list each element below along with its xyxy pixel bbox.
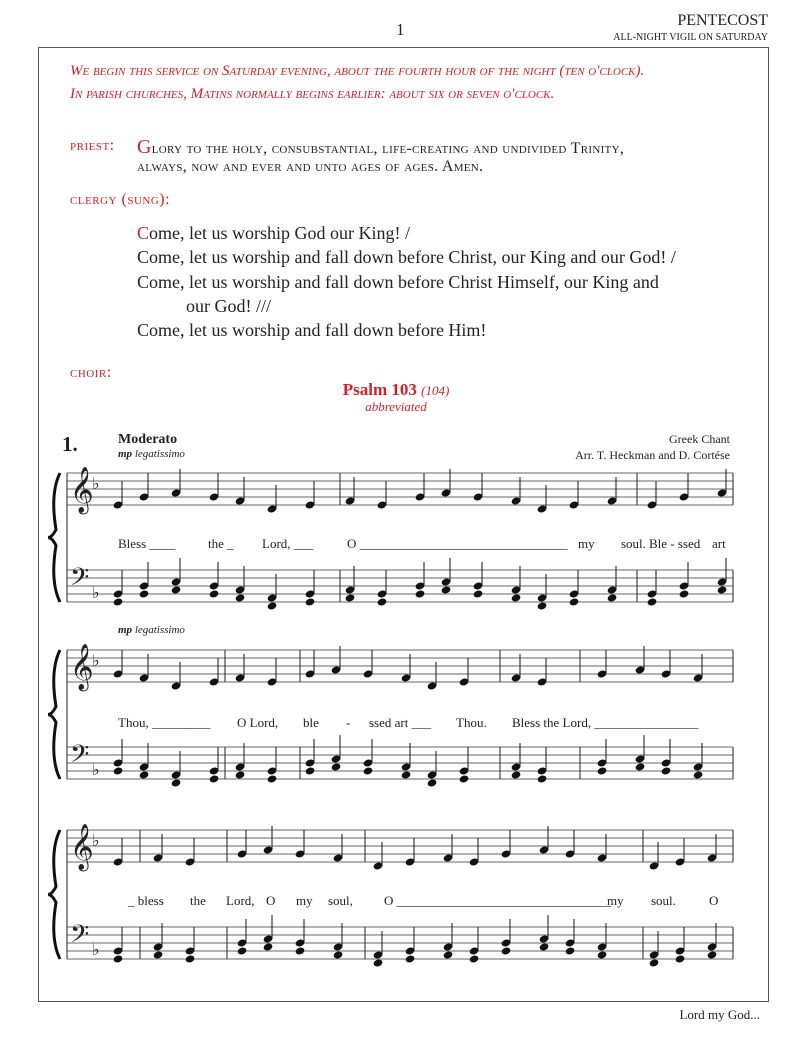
lyric-syllable: O	[266, 893, 276, 908]
note-head	[469, 954, 480, 963]
note-head	[331, 762, 342, 771]
lyric-syllable: O _________________________________	[384, 893, 612, 908]
note-head	[153, 950, 164, 959]
lyric-syllable: the	[190, 893, 206, 908]
treble-clef-icon: 𝄞	[70, 824, 94, 869]
lyric-syllable: soul.	[621, 536, 646, 551]
page-number: 1	[396, 20, 405, 39]
note-head	[113, 766, 124, 775]
priest-text: lory to the holy, consubstantial, life-creating and undivided Trinity,	[151, 140, 625, 157]
note-head	[235, 770, 246, 779]
flat-key-signature-icon: ♭	[92, 833, 100, 850]
note-head	[675, 954, 686, 963]
note-head	[139, 770, 150, 779]
lyric-syllable: Thou, _________	[118, 715, 211, 730]
note-head	[113, 954, 124, 963]
clergy-label: clergy (sung):	[70, 191, 171, 208]
lyric-syllable: my	[607, 893, 624, 908]
brace-icon	[48, 650, 60, 779]
note-head	[363, 766, 374, 775]
note-head	[597, 766, 608, 775]
note-head	[263, 942, 274, 951]
rubric-line-1: We begin this service on Saturday evening, about the fourth hour of the night (ten o'clock).	[70, 63, 645, 79]
psalm-name: Psalm 103	[342, 380, 417, 399]
lyric-syllable: Thou.	[456, 715, 487, 730]
note-head	[113, 597, 124, 606]
note-head	[539, 942, 550, 951]
note-head	[649, 958, 660, 967]
clergy-text: ome, let us worship God our King! /	[149, 223, 410, 243]
brace-icon	[48, 473, 60, 602]
note-head	[441, 585, 452, 594]
note-head	[473, 589, 484, 598]
clergy-line-5: Come, let us worship and fall down before Him!	[137, 320, 487, 340]
clergy-line-4: our God! ///	[186, 296, 271, 316]
lyric-syllable: the _	[208, 536, 234, 551]
note-head	[209, 589, 220, 598]
note-head	[707, 950, 718, 959]
note-head	[647, 597, 658, 606]
note-head	[565, 946, 576, 955]
psalm-alt-number: (104)	[421, 383, 450, 398]
dynamic: mp	[118, 624, 133, 636]
note-head	[235, 593, 246, 602]
lyric-syllable: ssed art ___	[369, 715, 432, 730]
clergy-line-2: Come, let us worship and fall down before Christ, our King and our God! /	[137, 247, 676, 267]
choir-label: choir:	[70, 364, 112, 381]
flat-key-signature-icon: ♭	[92, 942, 100, 959]
priest-line-2: always, now and ever and unto ages of ages. Amen.	[137, 158, 484, 175]
brace-icon	[48, 830, 60, 959]
note-head	[171, 778, 182, 787]
treble-clef-icon: 𝄞	[70, 467, 94, 512]
note-head	[295, 946, 306, 955]
note-head	[373, 958, 384, 967]
note-head	[305, 766, 316, 775]
lyric-syllable: O	[709, 893, 719, 908]
lyric-syllable: my	[578, 536, 595, 551]
note-head	[171, 585, 182, 594]
note-head	[401, 770, 412, 779]
lyric-syllable: O Lord,	[237, 715, 279, 730]
note-head	[139, 589, 150, 598]
drop-initial: C	[137, 223, 150, 243]
drop-initial: G	[137, 136, 152, 158]
arranger-credit: Arr. T. Heckman and D. Cortése	[575, 448, 730, 462]
dynamic: mp	[118, 448, 133, 460]
header-subtitle: ALL-NIGHT VIGIL ON SATURDAY	[613, 32, 768, 43]
bass-clef-icon: 𝄢	[70, 921, 90, 954]
flat-key-signature-icon: ♭	[92, 653, 100, 670]
note-head	[607, 593, 618, 602]
tempo-marking: Moderato	[118, 432, 178, 447]
lyric-syllable: -	[346, 715, 351, 730]
lyric-syllable: Lord,	[226, 893, 255, 908]
note-head	[333, 950, 344, 959]
psalm-note: abbreviated	[365, 399, 427, 414]
source-credit: Greek Chant	[669, 432, 730, 446]
lyric-syllable: soul,	[328, 893, 353, 908]
note-head	[661, 766, 672, 775]
note-head	[511, 593, 522, 602]
header-title: PENTECOST	[677, 12, 768, 29]
priest-label: priest:	[70, 137, 115, 154]
note-head	[569, 597, 580, 606]
lyric-syllable: my	[296, 893, 313, 908]
note-head	[267, 601, 278, 610]
expression: legatissimo	[134, 448, 185, 460]
note-head	[597, 950, 608, 959]
lyric-syllable: Bless ____	[118, 536, 176, 551]
treble-clef-icon: 𝄞	[70, 644, 94, 689]
note-head	[693, 770, 704, 779]
lyric-syllable: Lord, ___	[262, 536, 314, 551]
note-head	[305, 597, 316, 606]
note-head	[209, 774, 220, 783]
note-head	[427, 778, 438, 787]
lyric-syllable: Ble - ssed	[649, 536, 701, 551]
bass-clef-icon: 𝄢	[70, 564, 90, 597]
note-head	[635, 762, 646, 771]
lyric-syllable: _ bless	[128, 893, 164, 908]
note-head	[501, 946, 512, 955]
lyric-syllable: soul.	[651, 893, 676, 908]
clergy-line-3: Come, let us worship and fall down before Christ Himself, our King and	[137, 272, 659, 292]
flat-key-signature-icon: ♭	[92, 476, 100, 493]
lyric-syllable: ble	[303, 715, 319, 730]
flat-key-signature-icon: ♭	[92, 585, 100, 602]
note-head	[237, 946, 248, 955]
continuation-text: Lord my God...	[679, 1007, 760, 1022]
note-head	[443, 950, 454, 959]
note-head	[537, 774, 548, 783]
note-head	[185, 954, 196, 963]
expression: legatissimo	[134, 624, 185, 636]
flat-key-signature-icon: ♭	[92, 762, 100, 779]
note-head	[511, 770, 522, 779]
note-head	[415, 589, 426, 598]
note-head	[717, 585, 728, 594]
note-head	[345, 593, 356, 602]
lyric-syllable: art	[712, 536, 726, 551]
section-number: 1.	[62, 432, 78, 456]
note-head	[537, 601, 548, 610]
note-head	[377, 597, 388, 606]
lyric-syllable: Bless the Lord, ________________	[512, 715, 699, 730]
bass-clef-icon: 𝄢	[70, 741, 90, 774]
note-head	[405, 954, 416, 963]
note-head	[679, 589, 690, 598]
note-head	[459, 774, 470, 783]
rubric-line-2: In parish churches, Matins normally begins earlier: about six or seven o'clock.	[70, 86, 555, 102]
lyric-syllable: O ________________________________	[347, 536, 568, 551]
note-head	[267, 774, 278, 783]
